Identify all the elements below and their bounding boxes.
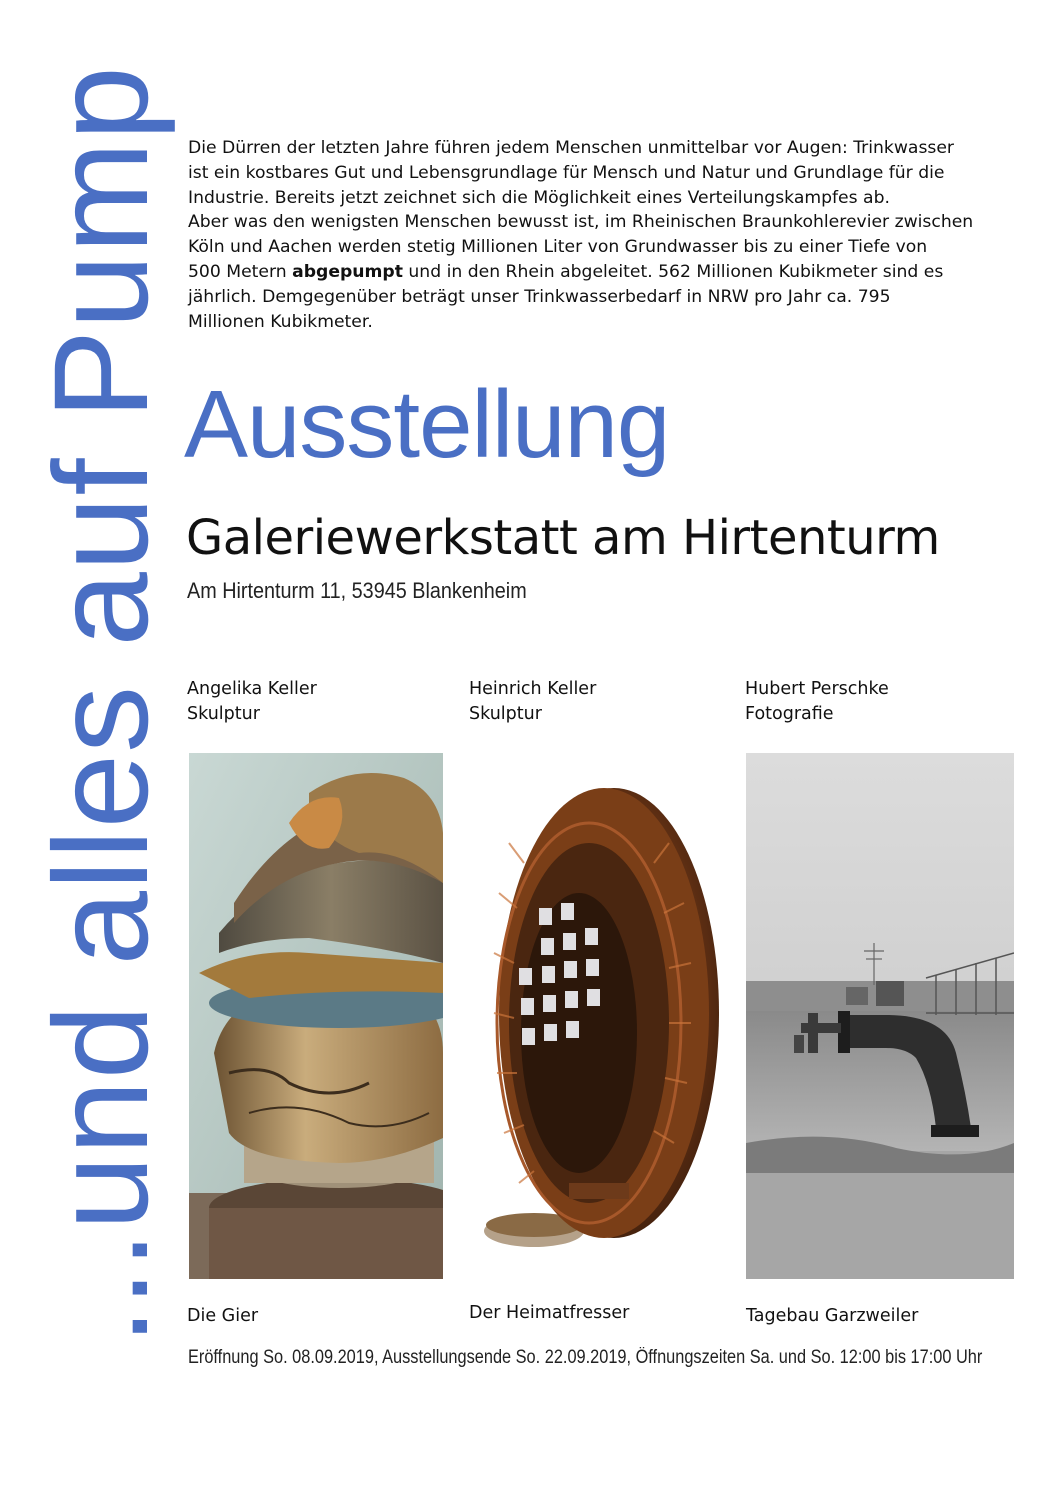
artwork-title: Der Heimatfresser (469, 1303, 630, 1323)
intro-line: Millionen Kubikmeter. (188, 311, 373, 332)
intro-text-segment: und in den Rhein abgeleitet. 562 Millionen Kubikmeter sind es (402, 261, 944, 282)
intro-line: ist ein kostbares Gut und Lebensgrundlage für Mensch und Natur und Grundlage für die (188, 162, 945, 183)
intro-bold-word: abgepumpt (292, 261, 403, 282)
sculpture-photo-die-gier (189, 753, 443, 1279)
artist-medium: Skulptur (187, 704, 260, 724)
artist-name: Angelika Keller (187, 679, 317, 699)
gallery-address: Am Hirtenturm 11, 53945 Blankenheim (187, 578, 527, 603)
exhibition-heading: Ausstellung (184, 371, 670, 478)
artist-name: Heinrich Keller (469, 679, 597, 699)
artist-name: Hubert Perschke (745, 679, 889, 699)
intro-line: Aber was den wenigsten Menschen bewusst ist, im Rheinischen Braunkohlerevier zwischen (188, 212, 974, 233)
landscape-photo-garzweiler (746, 753, 1014, 1279)
artist-block (187, 677, 317, 727)
artwork-title: Tagebau Garzweiler (746, 1306, 919, 1326)
artist-block (745, 677, 889, 727)
opening-hours-footer: Eröffnung So. 08.09.2019, Ausstellungsende So. 22.09.2019, Öffnungszeiten Sa. und So. 12:00 bis 17:00 Uhr (188, 1347, 983, 1368)
intro-text-segment: 500 Metern (188, 261, 293, 282)
intro-line: jährlich. Demgegenüber beträgt unser Trinkwasserbedarf in NRW pro Jahr ca. 795 (188, 286, 891, 307)
intro-line (188, 260, 1023, 285)
artist-medium: Fotografie (745, 704, 834, 724)
intro-line: Die Dürren der letzten Jahre führen jedem Menschen unmittelbar vor Augen: Trinkwasser (188, 138, 954, 158)
artwork-title: Die Gier (187, 1306, 259, 1326)
sculpture-photo-heimatfresser (469, 753, 719, 1279)
artist-medium: Skulptur (469, 704, 542, 724)
artist-block (469, 677, 596, 727)
intro-line: Industrie. Bereits jetzt zeichnet sich die Möglichkeit eines Verteilungskampfes ab. (188, 187, 890, 208)
gallery-name: Galeriewerkstatt am Hirtenturm (186, 510, 940, 566)
intro-line: Köln und Aachen werden stetig Millionen Liter von Grundwasser bis zu einer Tiefe von (188, 237, 928, 258)
intro-text (188, 136, 1023, 334)
vertical-title: ...und alles auf Pump (27, 65, 176, 1345)
